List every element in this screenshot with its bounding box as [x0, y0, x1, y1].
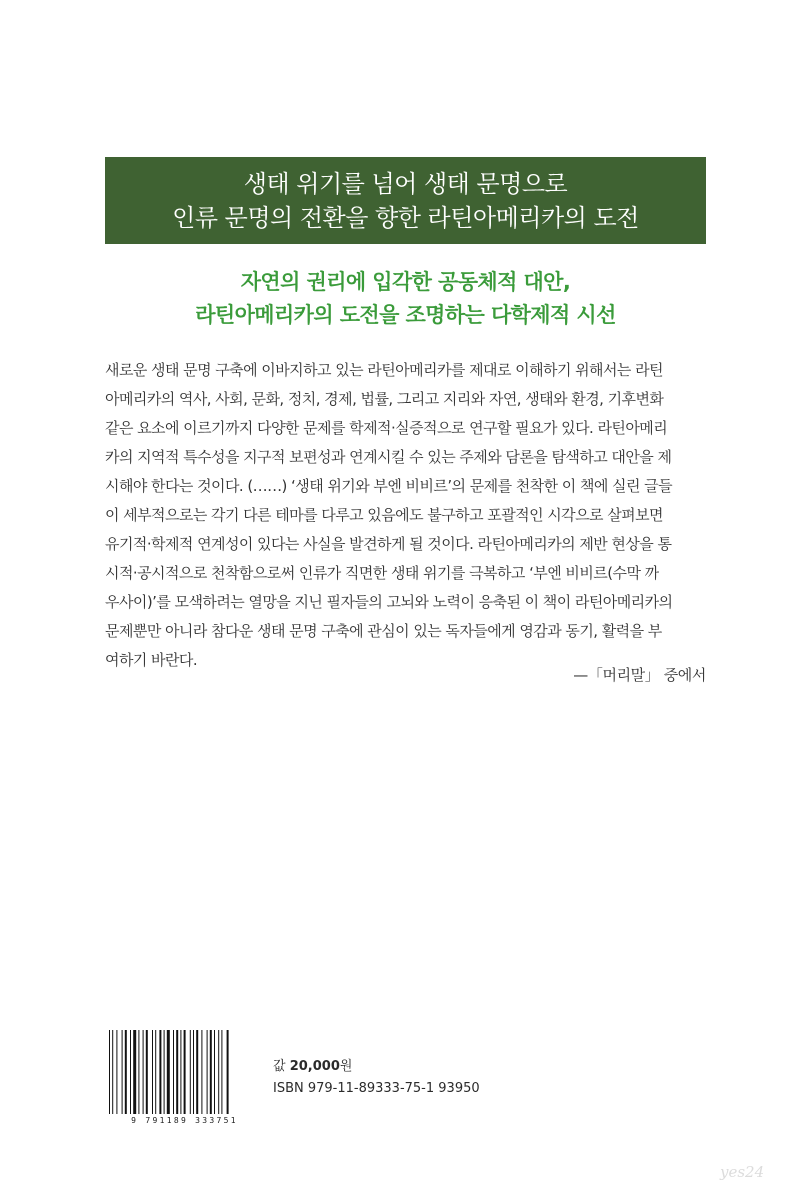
barcode-bar	[116, 1030, 117, 1114]
barcode-bar	[146, 1030, 148, 1114]
subheading-line-1: 자연의 권리에 입각한 공동체적 대안,	[240, 270, 571, 294]
barcode-bar	[112, 1030, 113, 1114]
barcode-bar	[196, 1030, 198, 1114]
body-line: 유기적·학제적 연계성이 있다는 사실을 발견하게 될 것이다. 라틴아메리카의 제반 현상을 통	[105, 535, 672, 553]
subheading-line-2: 라틴아메리카의 도전을 조명하는 다학제적 시선	[195, 303, 616, 327]
body-line: 시적·공시적으로 천착함으로써 인류가 직면한 생태 위기를 극복하고 ‘부엔 비비르(수막 까	[105, 564, 659, 582]
barcode-bar	[221, 1030, 222, 1114]
barcode-bar	[210, 1030, 212, 1114]
isbn: ISBN 979-11-89333-75-1 93950	[273, 1081, 480, 1096]
preface-excerpt	[105, 356, 706, 675]
barcode-bar	[201, 1030, 202, 1114]
barcode-bar	[176, 1030, 178, 1114]
barcode-bar	[143, 1030, 144, 1114]
barcode-bar	[130, 1030, 131, 1114]
body-line: 아메리카의 역사, 사회, 문화, 정치, 경제, 법률, 그리고 지리와 자연, 생태와 환경, 기후변화	[105, 390, 664, 408]
barcode-bar	[133, 1030, 136, 1114]
excerpt-attribution: —「머리말」 중에서	[573, 666, 706, 684]
body-line: 카의 지역적 특수성을 지구적 보편성과 연계시킬 수 있는 주제와 담론을 탐색하고 대안을 제	[105, 448, 672, 466]
barcode-bar	[152, 1030, 153, 1114]
barcode-bar	[122, 1030, 123, 1114]
body-line: 여하기 바란다.	[105, 651, 198, 669]
barcode-bar	[193, 1030, 194, 1114]
price-info	[273, 1056, 480, 1100]
barcode-bar	[159, 1030, 161, 1114]
banner-title-line-2: 인류 문명의 전환을 향한 라틴아메리카의 도전	[172, 203, 639, 232]
subheading	[105, 266, 706, 332]
barcode-bar	[109, 1030, 110, 1114]
barcode-bar	[173, 1030, 174, 1114]
barcode-bar	[155, 1030, 156, 1114]
body-line: 시해야 한다는 것이다. (……) ‘생태 위기와 부엔 비비르’의 문제를 천착한 이 책에 실린 글들	[105, 477, 673, 495]
barcode-bar	[184, 1030, 186, 1114]
price-label: 값	[273, 1059, 286, 1074]
body-line: 새로운 생태 문명 구축에 이바지하고 있는 라틴아메리카를 제대로 이해하기 위해서는 라틴	[105, 361, 663, 379]
watermark-logo: yes24	[720, 1163, 765, 1181]
barcode-image	[107, 1030, 262, 1128]
barcode-bar	[214, 1030, 215, 1114]
barcode-bar	[138, 1030, 139, 1114]
body-line: 우사이)’를 모색하려는 열망을 지닌 필자들의 고뇌와 노력이 응축된 이 책이 라틴아메리카의	[105, 593, 673, 611]
banner-title-line-1: 생태 위기를 넘어 생태 문명으로	[243, 169, 568, 198]
barcode-bar	[227, 1030, 229, 1114]
price-unit: 원	[339, 1059, 353, 1074]
title-banner	[105, 157, 706, 244]
price-line	[273, 1056, 480, 1078]
barcode-bar	[207, 1030, 208, 1114]
barcode-bar	[218, 1030, 219, 1114]
body-line: 이 세부적으로는 각기 다른 테마를 다루고 있음에도 불구하고 포괄적인 시각으로 살펴보면	[105, 506, 663, 524]
price-value: 20,000	[289, 1059, 340, 1074]
body-line: 같은 요소에 이르기까지 다양한 문제를 학제적·실증적으로 연구할 필요가 있다. 라틴아메리	[105, 419, 668, 437]
body-line: 문제뿐만 아니라 참다운 생태 문명 구축에 관심이 있는 독자들에게 영감과 동기, 활력을 부	[105, 622, 662, 640]
barcode-bar	[190, 1030, 191, 1114]
barcode-bar	[180, 1030, 181, 1114]
barcode-bar	[125, 1030, 127, 1114]
barcode-bar	[167, 1030, 170, 1114]
barcode-digits: 9 791189 333751	[131, 1116, 238, 1125]
barcode-bar	[164, 1030, 165, 1114]
